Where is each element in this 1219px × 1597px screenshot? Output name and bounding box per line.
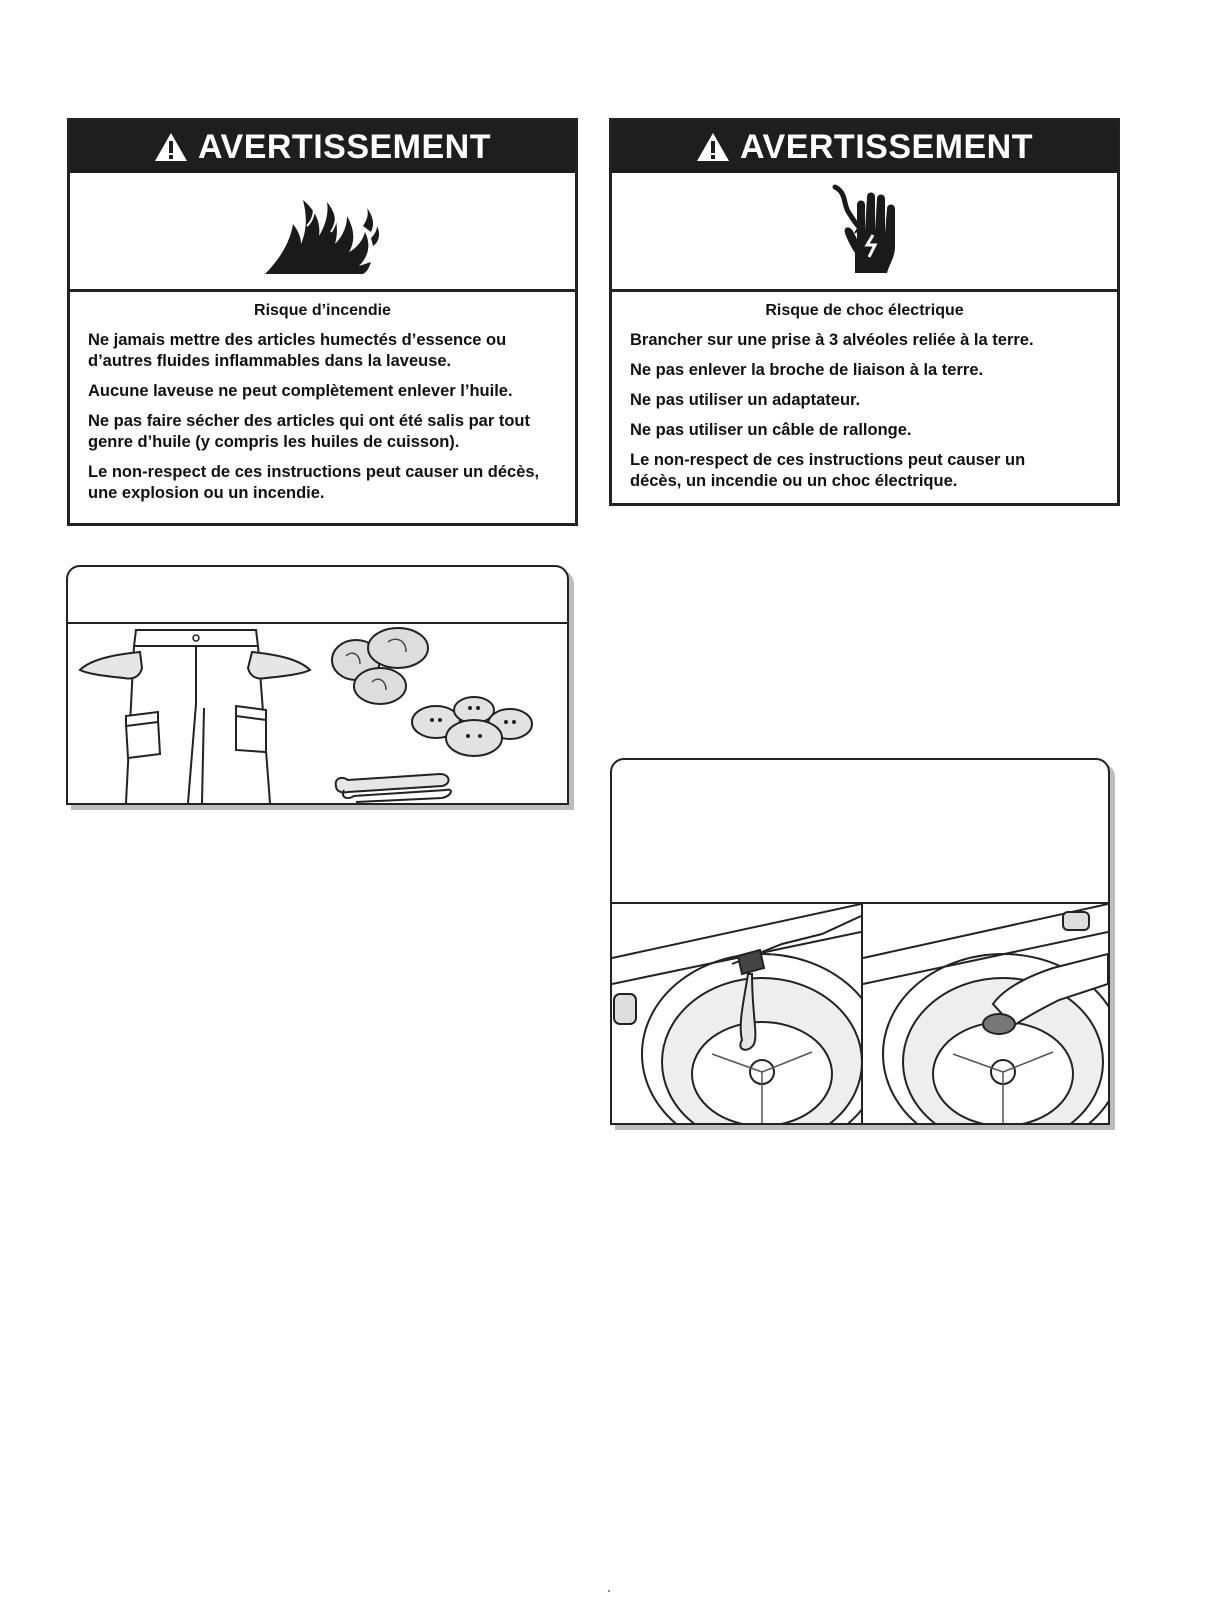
electric-warning-box	[609, 118, 1120, 506]
pouring-detergent-illustration	[612, 904, 861, 1123]
page-marker	[608, 1590, 610, 1592]
warning-header-text: AVERTISSEMENT	[197, 127, 491, 166]
warning-paragraph: Le non-respect de ces instructions peut causer un décès, un incendie ou un choc électrique.	[630, 451, 1026, 490]
pour-detergent-pane	[612, 904, 863, 1123]
electric-shock-hand-icon	[825, 183, 905, 279]
warning-paragraph: Ne pas enlever la broche de liaison à la terre.	[630, 361, 984, 379]
warning-header	[612, 121, 1117, 173]
warning-paragraph: Ne pas utiliser un adaptateur.	[630, 391, 861, 409]
electric-icon-area	[612, 173, 1117, 292]
fire-icon-area	[70, 173, 575, 292]
pockets-illustration-box	[66, 565, 569, 805]
warning-triangle-icon	[154, 132, 188, 162]
illustration-caption-area	[68, 567, 567, 624]
washer-illustration-box	[610, 758, 1110, 1125]
fire-icon	[263, 186, 383, 276]
warning-paragraph: Brancher sur une prise à 3 alvéoles reliée à la terre.	[630, 331, 1034, 349]
warning-header	[70, 121, 575, 173]
warning-body	[612, 292, 1117, 513]
warning-paragraph: Ne pas utiliser un câble de rallonge.	[630, 421, 912, 439]
illustration-pane	[68, 624, 567, 803]
safety-pins-illustration	[330, 766, 460, 806]
warning-body	[70, 292, 575, 525]
warning-header-text: AVERTISSEMENT	[739, 127, 1033, 166]
empty-pockets-pants-illustration	[74, 624, 314, 803]
warning-subtitle: Risque de choc électrique	[765, 302, 964, 319]
warning-triangle-icon	[696, 132, 730, 162]
warning-paragraph: Ne pas faire sécher des articles qui ont été salis par tout genre d’huile (y compris les huiles de cuisson).	[88, 412, 530, 451]
place-pod-pane	[863, 904, 1108, 1123]
buttons-illustration	[406, 694, 556, 774]
warning-subtitle: Risque d’incendie	[254, 302, 391, 319]
fire-warning-box	[67, 118, 578, 526]
illustration-caption-area	[612, 760, 1108, 904]
warning-paragraph: Ne jamais mettre des articles humectés d’essence ou d’autres fluides inflammables dans la laveuse.	[88, 331, 507, 370]
placing-pod-illustration	[863, 904, 1108, 1123]
warning-paragraph: Le non-respect de ces instructions peut causer un décès, une explosion ou un incendie.	[88, 463, 540, 502]
warning-paragraph: Aucune laveuse ne peut complètement enlever l’huile.	[88, 382, 513, 400]
